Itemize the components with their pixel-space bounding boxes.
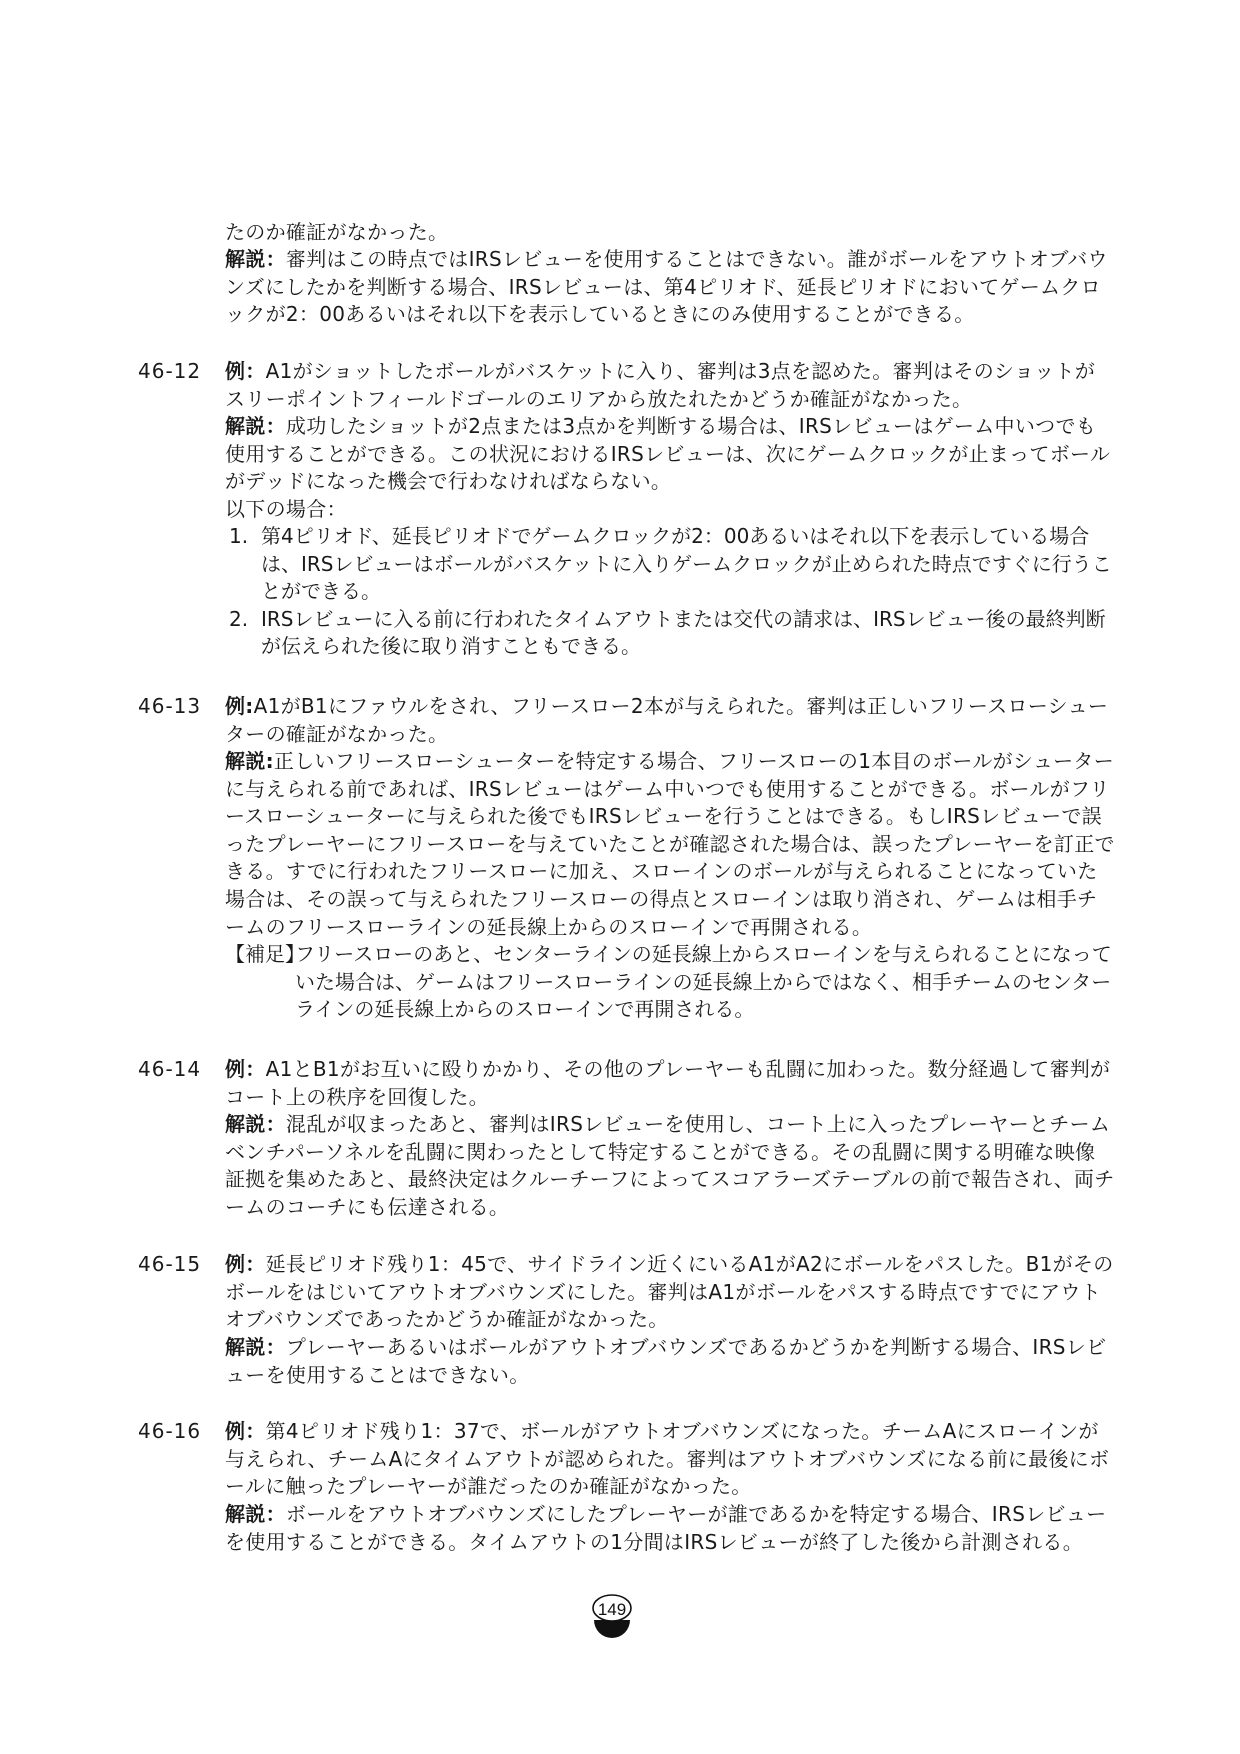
example-46-14: 例：A1とB1がお互いに殴りかかり、その他のプレーヤーも乱闘に加わった。数分経過して審判がコート上の秩序を回復した。 bbox=[225, 1057, 1111, 1109]
example-46-16: 例：第4ピリオド残り1：37で、ボールがアウトオブバウンズになった。チームAにスローインが与えられ、チームAにタイムアウトが認められた。審判はアウトオブバウンズになる前に最後にボールに触ったプレーヤーが誰だったのか確証がなかった。 bbox=[225, 1419, 1110, 1499]
intro-continuation: たのか確証がなかった。 bbox=[225, 220, 449, 244]
explanation-label: 解説: bbox=[225, 749, 274, 773]
case-list bbox=[225, 523, 1115, 661]
explanation-label: 解説： bbox=[225, 414, 286, 438]
explanation-46-16: 解説：ボールをアウトオブバウンズにしたプレーヤーが誰であるかを特定する場合、IRSレビューを使用することができる。タイムアウトの1分間はIRSレビューが終了した後から計測される。 bbox=[225, 1502, 1107, 1554]
explanation-46-15: 解説：プレーヤーあるいはボールがアウトオブバウンズであるかどうかを判断する場合、IRSレビューを使用することはできない。 bbox=[225, 1335, 1107, 1387]
page-number: 149 bbox=[597, 1600, 627, 1619]
supplement-note: 【補足】 フリースローのあと、センターラインの延長線上からスローインを与えられることになっていた場合は、ゲームはフリースローラインの延長線上からではなく、相手チームのセンターラインの延長線上からのスローインで再開される。 bbox=[225, 942, 1112, 1022]
example-label: 例: bbox=[225, 694, 254, 718]
item-number: 46-12 bbox=[138, 359, 202, 383]
explanation-label: 解説： bbox=[225, 1335, 286, 1359]
item-number: 46-15 bbox=[138, 1252, 202, 1276]
example-label: 例： bbox=[225, 359, 266, 383]
list-item: 1. 第4ピリオド、延長ピリオドでゲームクロックが2：00あるいはそれ以下を表示している場合は、IRSレビューはボールがバスケットに入りゲームクロックが止められた時点ですぐに行うことができる。 bbox=[229, 524, 1112, 604]
explanation-label: 解説： bbox=[225, 247, 286, 271]
example-46-13: 例:A1がB1にファウルをされ、フリースロー2本が与えられた。審判は正しいフリースローシューターの確証がなかった。 bbox=[225, 694, 1109, 746]
supplement-label: 【補足】 bbox=[225, 942, 305, 966]
item-number: 46-13 bbox=[138, 694, 202, 718]
explanation-46-12: 解説：成功したショットが2点または3点かを判断する場合は、IRSレビューはゲーム中いつでも使用することができる。この状況におけるIRSレビューは、次にゲームクロックが止まってボールがデッドになった機会で行わなければならない。 bbox=[225, 414, 1111, 494]
example-label: 例： bbox=[225, 1057, 266, 1081]
example-label: 例： bbox=[225, 1252, 266, 1276]
explanation-46-13: 解説:正しいフリースローシューターを特定する場合、フリースローの1本目のボールがシューターに与えられる前であれば、IRSレビューはゲーム中いつでも使用することができる。ボールがフリースローシューターに与えられた後でもIRSレビューを行うことはできる。もしIRSレビューで誤ったプレーヤーにフリースローを与えていたことが確認された場合は、誤ったプレーヤーを訂正できる。すでに行われたフリースローに加え、スローインのボールが与えられることになっていた場合は、その誤って与えられたフリースローの得点とスローインは取り消され、ゲームは相手チームのフリースローラインの延長線上からのスローインで再開される。 bbox=[225, 749, 1115, 939]
explanation-46-14: 解説：混乱が収まったあと、審判はIRSレビューを使用し、コート上に入ったプレーヤーとチームベンチパーソネルを乱闘に関わったとして特定することができる。その乱闘に関する明確な映像証拠を集めたあと、最終決定はクルーチーフによってスコアラーズテーブルの前で報告され、両チームのコーチにも伝達される。 bbox=[225, 1112, 1115, 1219]
list-item: 2. IRSレビューに入る前に行われたタイムアウトまたは交代の請求は、IRSレビュー後の最終判断が伝えられた後に取り消すこともできる。 bbox=[229, 606, 1106, 659]
intro-explanation: 解説：審判はこの時点ではIRSレビューを使用することはできない。誰がボールをアウトオブバウンズにしたかを判断する場合、IRSレビューは、第4ピリオド、延長ピリオドにおいてゲームクロックが2：00あるいはそれ以下を表示しているときにのみ使用することができる。 bbox=[225, 247, 1108, 327]
example-46-15: 例：延長ピリオド残り1：45で、サイドライン近くにいるA1がA2にボールをパスした。B1がそのボールをはじいてアウトオブバウンズにした。審判はA1がボールをパスする時点ですでにアウトオブバウンズであったかどうか確証がなかった。 bbox=[225, 1252, 1114, 1332]
example-label: 例： bbox=[225, 1419, 266, 1443]
list-intro: 以下の場合： bbox=[225, 497, 347, 521]
item-number: 46-16 bbox=[138, 1419, 202, 1443]
explanation-label: 解説： bbox=[225, 1112, 286, 1136]
example-46-12: 例：A1がショットしたボールがバスケットに入り、審判は3点を認めた。審判はそのショットがスリーポイントフィールドゴールのエリアから放たれたかどうか確証がなかった。 bbox=[225, 359, 1096, 411]
page-number-badge bbox=[590, 1590, 634, 1646]
explanation-label: 解説： bbox=[225, 1502, 286, 1526]
item-number: 46-14 bbox=[138, 1057, 202, 1081]
